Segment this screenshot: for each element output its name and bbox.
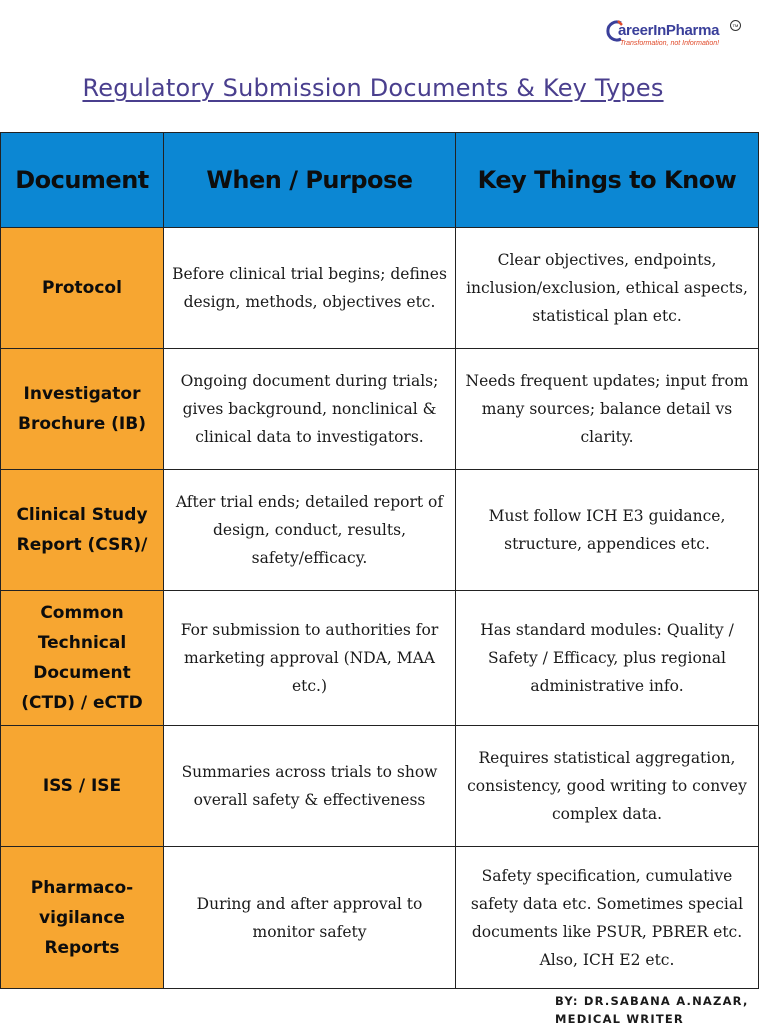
table-row [1,591,759,726]
row-document: Pharmaco-vigilance Reports [1,847,164,989]
row-document: ISS / ISE [1,726,164,847]
row-purpose: Ongoing document during trials; gives background, nonclinical & clinical data to investigators. [164,349,456,470]
table-row [1,726,759,847]
row-key: Needs frequent updates; input from many sources; balance detail vs clarity. [456,349,759,470]
table-row [1,228,759,349]
row-document: Clinical Study Report (CSR)/ [1,470,164,591]
byline-role: MEDICAL WRITER [555,1012,684,1026]
logo-tm: TM [730,20,741,31]
author-byline [555,992,749,1028]
row-document: Protocol [1,228,164,349]
row-purpose: Before clinical trial begins; defines design, methods, objectives etc. [164,228,456,349]
table-row [1,349,759,470]
row-document: Investigator Brochure (IB) [1,349,164,470]
header-document: Document [1,133,164,228]
row-key: Safety specification, cumulative safety data etc. Sometimes special documents like PSUR, PBRER etc. Also, ICH E2 etc. [456,847,759,989]
table-row [1,470,759,591]
table-row [1,847,759,989]
table-header-row [1,133,759,228]
careerinpharma-logo [606,18,742,54]
page-title: Regulatory Submission Documents & Key Types [82,74,664,102]
logo-tagline: Transformation, not Information! [620,40,720,47]
row-purpose: After trial ends; detailed report of design, conduct, results, safety/efficacy. [164,470,456,591]
documents-table [0,132,759,989]
header-key-things: Key Things to Know [456,133,759,228]
row-key: Must follow ICH E3 guidance, structure, appendices etc. [456,470,759,591]
row-key: Clear objectives, endpoints, inclusion/exclusion, ethical aspects, statistical plan etc. [456,228,759,349]
logo-name: areerInPharma [618,22,720,39]
row-purpose: Summaries across trials to show overall safety & effectiveness [164,726,456,847]
row-key: Has standard modules: Quality / Safety / Efficacy, plus regional administrative info. [456,591,759,726]
header-when-purpose: When / Purpose [164,133,456,228]
row-purpose: For submission to authorities for marketing approval (NDA, MAA etc.) [164,591,456,726]
row-key: Requires statistical aggregation, consistency, good writing to convey complex data. [456,726,759,847]
row-document: Common Technical Document (CTD) / eCTD [1,591,164,726]
row-purpose: During and after approval to monitor safety [164,847,456,989]
byline-author: BY: DR.SABANA A.NAZAR, [555,994,749,1008]
